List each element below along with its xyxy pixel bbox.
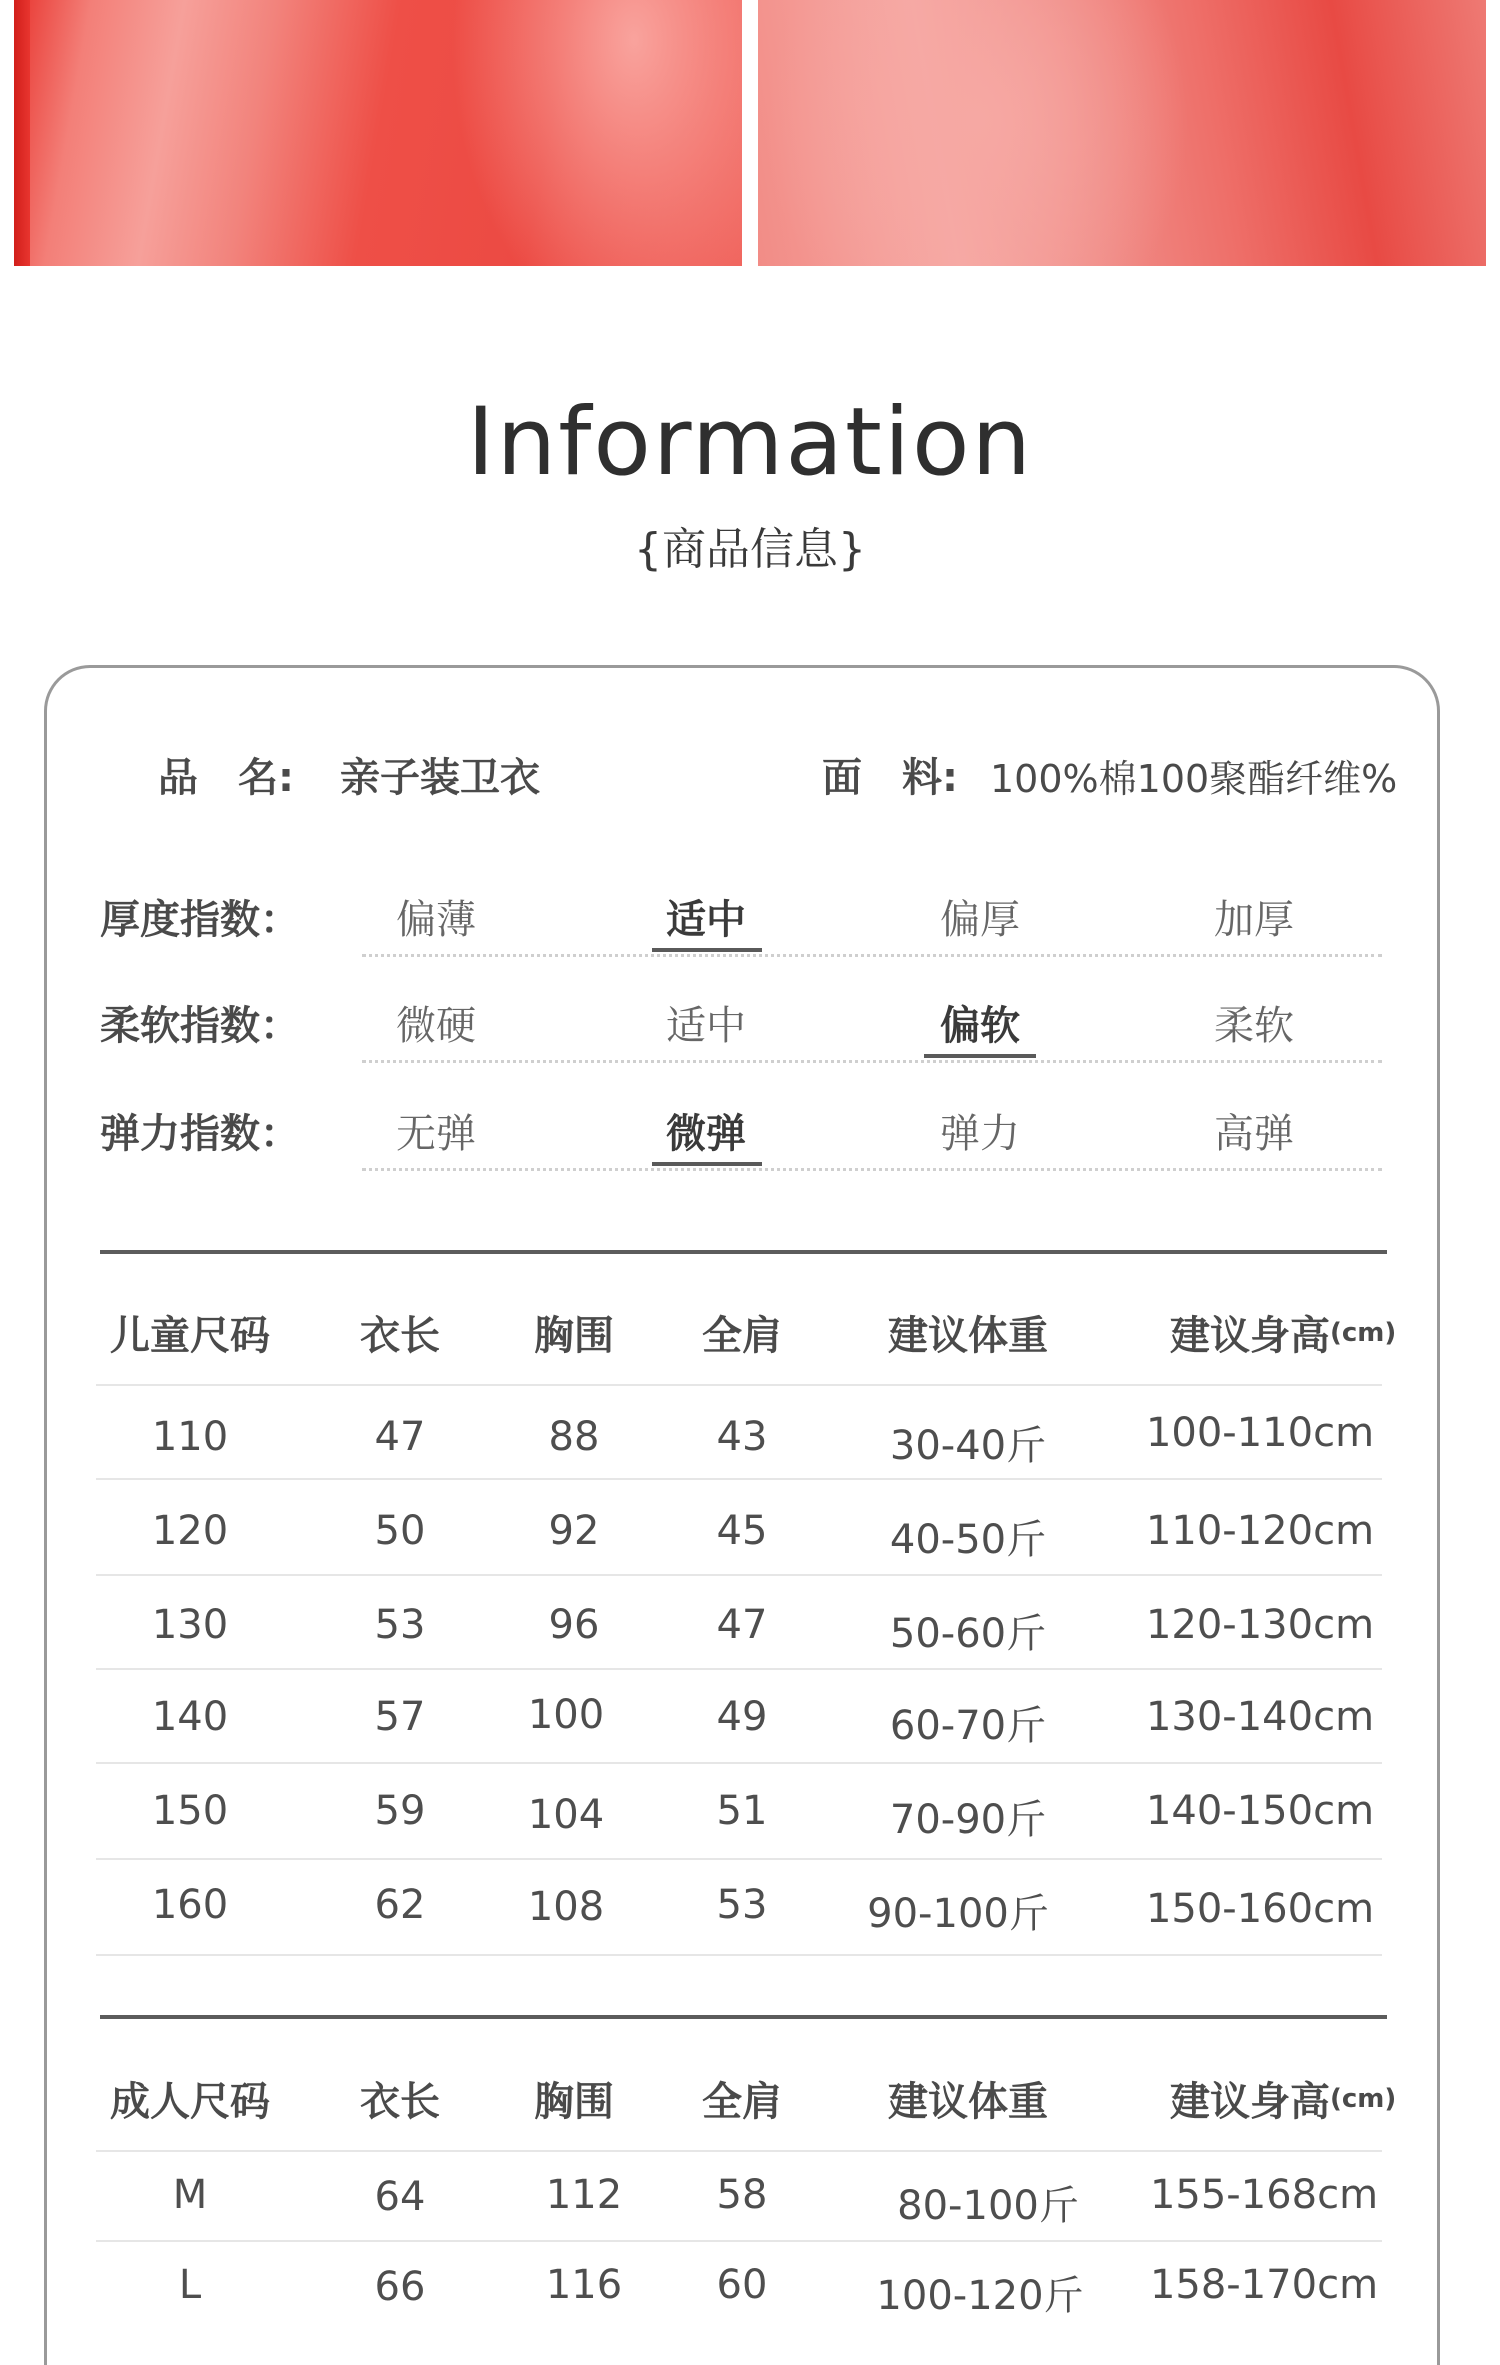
kids-cell-height: 140-150cm xyxy=(1145,1788,1375,1834)
kids-cell-length: 53 xyxy=(374,1602,426,1648)
thickness-index-label: 厚度指数： xyxy=(100,897,300,943)
softness-index-label: 柔软指数： xyxy=(100,1003,300,1049)
page-title: Information xyxy=(466,388,1034,497)
kids-cell-weight: 40-50斤 xyxy=(889,1517,1047,1563)
fabric-label: 面 料: xyxy=(822,755,958,801)
kids-cell-size: 160 xyxy=(151,1882,229,1928)
adult-header-size: 成人尺码 xyxy=(110,2079,270,2125)
kids-cell-weight: 60-70斤 xyxy=(889,1703,1047,1749)
adult-cell-chest: 112 xyxy=(545,2172,623,2218)
kids-cell-chest: 108 xyxy=(527,1884,605,1930)
kids-cell-height: 120-130cm xyxy=(1145,1602,1375,1648)
kids-table-top-rule xyxy=(100,1250,1387,1254)
kids-row-divider xyxy=(96,1762,1382,1764)
adult-header-height-unit: (cm) xyxy=(1330,2084,1397,2114)
fabric-photo-left xyxy=(14,0,742,266)
adult-row-divider xyxy=(96,2150,1382,2152)
kids-cell-weight: 50-60斤 xyxy=(889,1611,1047,1657)
kids-header-height: 建议身高 xyxy=(1170,1313,1330,1359)
product-photo-strip xyxy=(0,0,1500,268)
kids-cell-size: 120 xyxy=(151,1508,229,1554)
kids-header-shoulder: 全肩 xyxy=(702,1313,782,1359)
adult-header-shoulder: 全肩 xyxy=(702,2079,782,2125)
kids-row-divider xyxy=(96,1954,1382,1956)
thickness-selected-underline xyxy=(652,948,762,952)
kids-cell-shoulder: 45 xyxy=(716,1508,768,1554)
kids-cell-chest: 88 xyxy=(548,1414,600,1460)
kids-row-divider xyxy=(96,1668,1382,1670)
kids-cell-shoulder: 47 xyxy=(716,1602,768,1648)
adult-cell-weight: 80-100斤 xyxy=(897,2183,1079,2229)
adult-header-chest: 胸围 xyxy=(534,2079,614,2125)
thickness-option: 偏薄 xyxy=(396,897,476,943)
kids-header-chest: 胸围 xyxy=(534,1313,614,1359)
kids-row-divider xyxy=(96,1858,1382,1860)
adult-table-top-rule xyxy=(100,2015,1387,2019)
kids-cell-chest: 104 xyxy=(527,1792,605,1838)
elasticity-option: 弹力 xyxy=(940,1111,1020,1157)
adult-cell-height: 158-170cm xyxy=(1149,2262,1379,2308)
kids-row-divider xyxy=(96,1478,1382,1480)
elasticity-index-label: 弹力指数： xyxy=(100,1111,300,1157)
fabric-photo-right xyxy=(758,0,1486,266)
adult-cell-chest: 116 xyxy=(545,2262,623,2308)
elasticity-option-selected: 微弹 xyxy=(666,1111,746,1157)
softness-selected-underline xyxy=(924,1054,1036,1058)
adult-cell-shoulder: 58 xyxy=(716,2172,768,2218)
adult-header-height: 建议身高 xyxy=(1170,2079,1330,2125)
kids-cell-shoulder: 51 xyxy=(716,1788,768,1834)
softness-option: 柔软 xyxy=(1214,1003,1294,1049)
kids-cell-shoulder: 53 xyxy=(716,1882,768,1928)
kids-cell-length: 50 xyxy=(374,1508,426,1554)
kids-header-length: 衣长 xyxy=(360,1313,440,1359)
product-name-value: 亲子装卫衣 xyxy=(340,755,540,801)
kids-cell-chest: 100 xyxy=(527,1692,605,1738)
kids-cell-length: 47 xyxy=(374,1414,426,1460)
elasticity-option: 无弹 xyxy=(396,1111,476,1157)
kids-cell-size: 140 xyxy=(151,1694,229,1740)
kids-cell-chest: 96 xyxy=(548,1602,600,1648)
kids-cell-weight: 90-100斤 xyxy=(867,1891,1049,1937)
kids-cell-size: 110 xyxy=(151,1414,229,1460)
adult-cell-size: L xyxy=(178,2262,202,2308)
elasticity-dotted-line xyxy=(362,1168,1382,1171)
kids-cell-weight: 70-90斤 xyxy=(889,1797,1047,1843)
softness-dotted-line xyxy=(362,1060,1382,1063)
softness-option: 微硬 xyxy=(396,1003,476,1049)
adult-cell-size: M xyxy=(172,2172,208,2218)
kids-cell-length: 57 xyxy=(374,1694,426,1740)
kids-row-divider xyxy=(96,1574,1382,1576)
kids-cell-length: 59 xyxy=(374,1788,426,1834)
kids-header-height-unit: (cm) xyxy=(1330,1318,1397,1348)
kids-header-size: 儿童尺码 xyxy=(110,1313,270,1359)
adult-cell-shoulder: 60 xyxy=(716,2262,768,2308)
adult-cell-length: 64 xyxy=(374,2174,426,2220)
kids-row-divider xyxy=(96,1384,1382,1386)
adult-cell-weight: 100-120斤 xyxy=(876,2273,1084,2319)
adult-cell-length: 66 xyxy=(374,2264,426,2310)
adult-header-weight: 建议体重 xyxy=(888,2079,1048,2125)
page-subtitle: {商品信息} xyxy=(634,524,866,575)
kids-cell-height: 100-110cm xyxy=(1145,1410,1375,1456)
elasticity-option: 高弹 xyxy=(1214,1111,1294,1157)
kids-cell-size: 150 xyxy=(151,1788,229,1834)
softness-option: 适中 xyxy=(666,1003,746,1049)
elasticity-selected-underline xyxy=(652,1162,762,1166)
fabric-value: 100%棉100聚酯纤维% xyxy=(990,757,1398,801)
kids-cell-height: 110-120cm xyxy=(1145,1508,1375,1554)
kids-cell-shoulder: 49 xyxy=(716,1694,768,1740)
kids-cell-height: 150-160cm xyxy=(1145,1886,1375,1932)
thickness-option: 加厚 xyxy=(1214,897,1294,943)
kids-header-weight: 建议体重 xyxy=(888,1313,1048,1359)
thickness-option: 偏厚 xyxy=(940,897,1020,943)
kids-cell-shoulder: 43 xyxy=(716,1414,768,1460)
softness-option-selected: 偏软 xyxy=(940,1003,1020,1049)
product-name-label: 品 名: xyxy=(158,755,294,801)
adult-cell-height: 155-168cm xyxy=(1149,2172,1379,2218)
kids-cell-chest: 92 xyxy=(548,1508,600,1554)
thickness-dotted-line xyxy=(362,954,1382,957)
thickness-option-selected: 适中 xyxy=(666,897,746,943)
kids-cell-size: 130 xyxy=(151,1602,229,1648)
kids-cell-weight: 30-40斤 xyxy=(889,1423,1047,1469)
kids-cell-height: 130-140cm xyxy=(1145,1694,1375,1740)
adult-row-divider xyxy=(96,2240,1382,2242)
kids-cell-length: 62 xyxy=(374,1882,426,1928)
adult-header-length: 衣长 xyxy=(360,2079,440,2125)
